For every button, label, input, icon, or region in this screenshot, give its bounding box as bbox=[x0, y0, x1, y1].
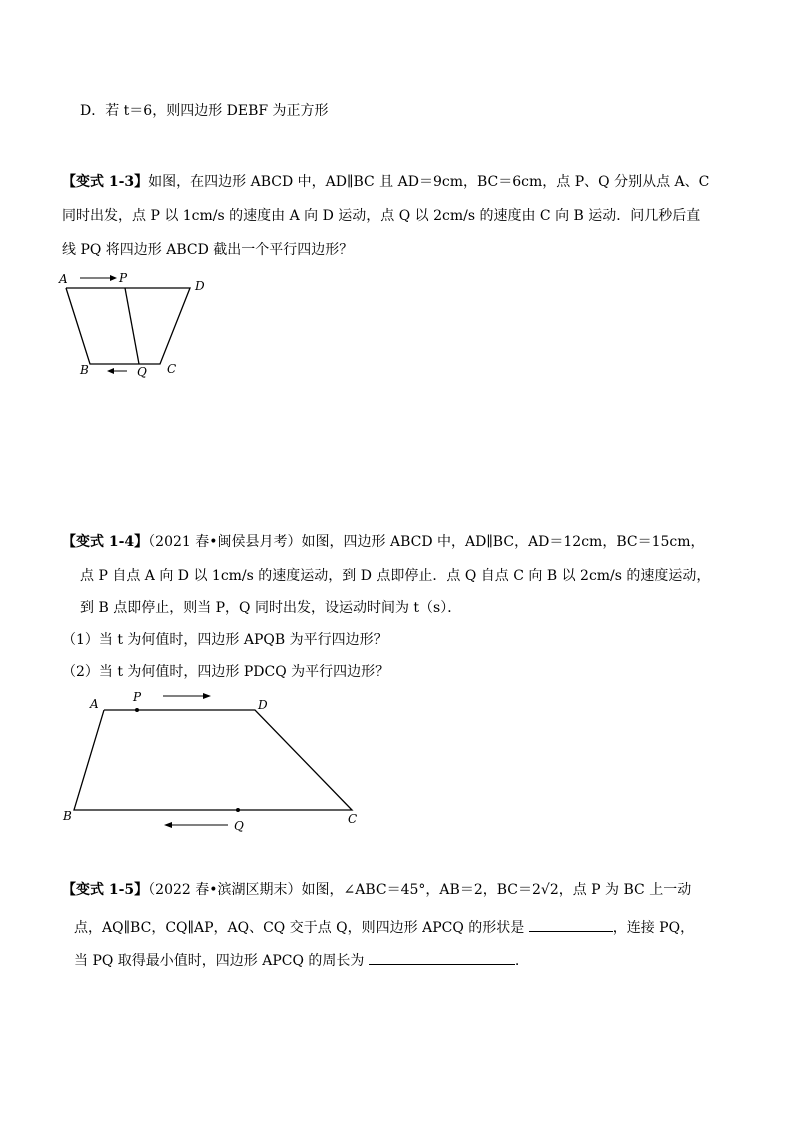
variant-1-5-line2 bbox=[74, 917, 694, 938]
fig14-label-a: A bbox=[90, 697, 99, 711]
variant-1-5-label: 【变式 1-5】 bbox=[62, 882, 149, 898]
variant-1-4-line3: 到 B 点即停止，则当 P，Q 同时出发，设运动时间为 t（s）． bbox=[80, 600, 462, 616]
fig14-label-b: B bbox=[63, 809, 72, 823]
figure-1-3 bbox=[55, 268, 235, 380]
variant-1-3-text1: 如图，在四边形 ABCD 中，AD∥BC 且 AD＝9cm，BC＝6cm，点 P、Q 分别从点 A、C bbox=[148, 174, 710, 190]
fig13-label-c: C bbox=[167, 362, 177, 376]
answer-blank-shape bbox=[529, 917, 613, 932]
variant-1-3-label: 【变式 1-3】 bbox=[62, 174, 149, 190]
variant-1-5-text1: （2022 春•滨湖区期末）如图，∠ABC＝45°，AB＝2，BC＝2√2，点 P 为 BC 上一动 bbox=[148, 882, 692, 898]
fig13-label-b: B bbox=[80, 363, 89, 377]
variant-1-4-line1 bbox=[62, 532, 705, 552]
variant-1-5-text2b: ，连接 PQ， bbox=[612, 920, 695, 936]
variant-1-5-line1 bbox=[62, 880, 691, 900]
figure-1-4 bbox=[55, 688, 375, 836]
fig13-label-p: P bbox=[119, 271, 128, 285]
fig14-label-p: P bbox=[133, 690, 142, 704]
variant-1-3-line1 bbox=[62, 172, 709, 192]
fig13-label-a: A bbox=[59, 272, 68, 286]
variant-1-5-text3b: . bbox=[514, 953, 520, 969]
variant-1-4-text1: （2021 春•闽侯县月考）如图，四边形 ABCD 中，AD∥BC，AD＝12cm，BC＝15cm， bbox=[148, 534, 705, 550]
variant-1-3-line2: 同时出发，点 P 以 1cm/s 的速度由 A 向 D 运动，点 Q 以 2cm/s 的速度由 C 向 B 运动．问几秒后直 bbox=[62, 208, 701, 224]
variant-1-3-line3: 线 PQ 将四边形 ABCD 截出一个平行四边形？ bbox=[62, 242, 354, 258]
variant-1-4-q2: （2）当 t 为何值时，四边形 PDCQ 为平行四边形？ bbox=[62, 664, 390, 680]
fig14-label-c: C bbox=[348, 812, 358, 826]
answer-blank-perimeter bbox=[369, 950, 515, 965]
variant-1-4-line2: 点 P 自点 A 向 D 以 1cm/s 的速度运动，到 D 点即停止．点 Q 自点 C 向 B 以 2cm/s 的速度运动， bbox=[80, 568, 711, 584]
variant-1-4-q1: （1）当 t 为何值时，四边形 APQB 为平行四边形？ bbox=[62, 632, 388, 648]
fig14-label-d: D bbox=[258, 698, 268, 712]
variant-1-5-line3 bbox=[74, 950, 519, 971]
fig13-label-d: D bbox=[195, 279, 205, 293]
variant-1-5-text2a: 点，AQ∥BC，CQ∥AP，AQ、CQ 交于点 Q，则四边形 APCQ 的形状是 bbox=[74, 920, 525, 936]
fig14-label-q: Q bbox=[234, 819, 244, 833]
variant-1-5-text3a: 当 PQ 取得最小值时，四边形 APCQ 的周长为 bbox=[74, 953, 365, 969]
option-d: D．若 t＝6，则四边形 DEBF 为正方形 bbox=[80, 103, 329, 119]
variant-1-4-label: 【变式 1-4】 bbox=[62, 534, 149, 550]
fig13-label-q: Q bbox=[137, 365, 147, 379]
